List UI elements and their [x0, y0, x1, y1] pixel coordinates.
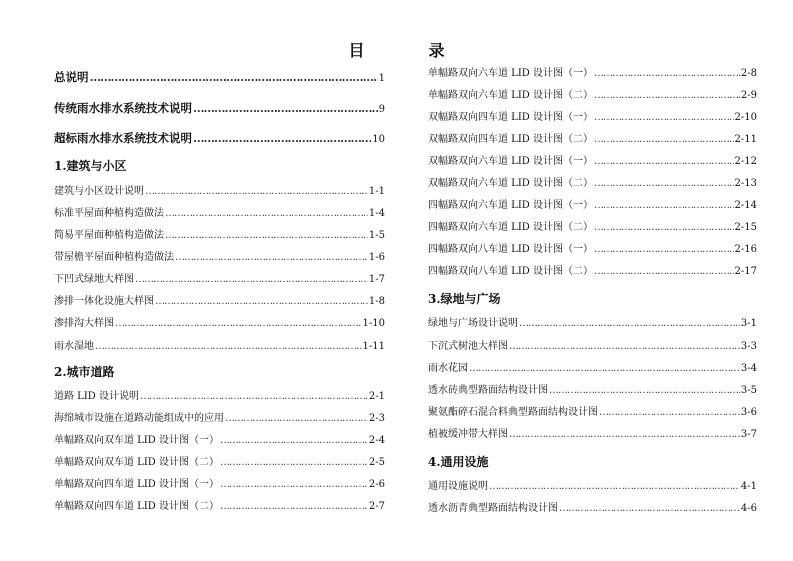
- toc-entry-title: 透水砖典型路面结构设计图: [428, 385, 548, 396]
- toc-entry[interactable]: [428, 221, 757, 235]
- toc-entry-title: 总说明: [54, 70, 89, 84]
- toc-entry[interactable]: [54, 101, 385, 117]
- toc-entry[interactable]: [54, 273, 385, 287]
- toc-leader: [559, 502, 740, 516]
- toc-entry-page: 1-7: [368, 274, 385, 285]
- toc-entry-page: 2-16: [734, 244, 757, 255]
- toc-entry-title: 单幅路双向双车道 LID 设计图（一）: [54, 435, 219, 446]
- toc-entry-title: 标准平屋面种植构造做法: [54, 208, 164, 219]
- toc-leader: [145, 185, 368, 199]
- toc-entry-title: 聚氨酯碎石混合料典型路面结构设计图: [428, 407, 598, 418]
- toc-entry-page: 4-6: [740, 503, 757, 514]
- toc-leader: [220, 478, 368, 492]
- toc-entry[interactable]: [428, 428, 757, 442]
- toc-entry-title: 四幅路双向八车道 LID 设计图（一）: [428, 244, 593, 255]
- toc-entry-title: 双幅路双向四车道 LID 设计图（一）: [428, 112, 593, 123]
- toc-entry-title: 渗排一体化设施大样图: [54, 296, 154, 307]
- toc-entry[interactable]: [428, 89, 757, 103]
- toc-entry[interactable]: [428, 317, 757, 331]
- toc-entry[interactable]: [428, 133, 757, 147]
- toc-entry[interactable]: [428, 362, 757, 376]
- toc-entry-page: 2-14: [734, 200, 757, 211]
- toc-entry[interactable]: [428, 177, 757, 191]
- toc-leader: [165, 207, 368, 221]
- toc-entry-page: 2-6: [368, 479, 385, 490]
- toc-entry[interactable]: [428, 340, 757, 354]
- toc-entry[interactable]: [54, 70, 385, 86]
- toc-entry[interactable]: [428, 243, 757, 257]
- toc-entry-page: 1-8: [368, 296, 385, 307]
- toc-entry[interactable]: [54, 340, 385, 354]
- toc-leader: [594, 221, 734, 235]
- toc-entry-title: 透水沥青典型路面结构设计图: [428, 503, 558, 514]
- toc-entry-title: 渗排沟大样图: [54, 318, 114, 329]
- toc-entry-page: 10: [372, 134, 385, 145]
- toc-entry-title: 单幅路双向四车道 LID 设计图（一）: [54, 479, 219, 490]
- toc-entry-page: 3-7: [740, 429, 757, 440]
- toc-entry[interactable]: [428, 384, 757, 398]
- toc-entry-page: 3-1: [740, 318, 757, 329]
- toc-leader: [193, 101, 378, 115]
- toc-entry-page: 3-4: [740, 363, 757, 374]
- toc-leader: [594, 89, 740, 103]
- toc-entry[interactable]: [428, 265, 757, 279]
- toc-leader: [594, 177, 734, 191]
- toc-entry-page: 2-12: [734, 156, 757, 167]
- toc-entry[interactable]: [54, 251, 385, 265]
- toc-entry[interactable]: [428, 480, 757, 494]
- toc-leader: [594, 155, 734, 169]
- toc-entry-page: 1-11: [362, 341, 385, 352]
- toc-entry[interactable]: [428, 67, 757, 81]
- toc-entry[interactable]: [54, 478, 385, 492]
- toc-leader: [225, 412, 368, 426]
- toc-entry-page: 1-5: [368, 230, 385, 241]
- toc-entry-title: 四幅路双向六车道 LID 设计图（二）: [428, 222, 593, 233]
- toc-entry-title: 单幅路双向四车道 LID 设计图（二）: [54, 501, 219, 512]
- toc-entry-page: 2-10: [734, 112, 757, 123]
- toc-leader: [165, 229, 368, 243]
- toc-entry-page: 1-1: [368, 186, 385, 197]
- toc-leader: [594, 243, 734, 257]
- toc-entry-page: 3-6: [740, 407, 757, 418]
- toc-entry-page: 1-10: [362, 318, 385, 329]
- toc-entry[interactable]: [54, 207, 385, 221]
- toc-entry[interactable]: [428, 502, 757, 516]
- toc-entry-page: 1-4: [368, 208, 385, 219]
- toc-entry-title: 海绵城市设施在道路动能组成中的应用: [54, 413, 224, 424]
- toc-entry[interactable]: [54, 131, 385, 147]
- toc-entry-page: 1: [378, 73, 385, 84]
- toc-leader: [489, 480, 740, 494]
- toc-entry-title: 雨水花园: [428, 363, 468, 374]
- toc-entry-title: 传统雨水排水系统技术说明: [54, 101, 192, 115]
- toc-entry-page: 2-9: [740, 90, 757, 101]
- toc-entry-page: 3-3: [740, 341, 757, 352]
- section-heading: 4.通用设施: [428, 455, 489, 469]
- toc-entry[interactable]: [54, 317, 385, 331]
- toc-entry-title: 建筑与小区设计说明: [54, 186, 144, 197]
- toc-leader: [594, 67, 740, 81]
- toc-entry-title: 简易平屋面种植构造做法: [54, 230, 164, 241]
- toc-entry[interactable]: [54, 185, 385, 199]
- toc-entry-title: 下凹式绿地大样图: [54, 274, 134, 285]
- toc-entry-title: 植被缓冲带大样图: [428, 429, 508, 440]
- toc-leader: [469, 362, 740, 376]
- toc-entry-title: 单幅路双向六车道 LID 设计图（二）: [428, 90, 593, 101]
- toc-leader: [175, 251, 368, 265]
- toc-entry-page: 2-1: [368, 391, 385, 402]
- page-title: 目 录: [348, 41, 469, 60]
- toc-entry-title: 超标雨水排水系统技术说明: [54, 131, 192, 145]
- toc-entry-title: 四幅路双向六车道 LID 设计图（一）: [428, 200, 593, 211]
- toc-leader: [220, 456, 368, 470]
- toc-leader: [594, 265, 734, 279]
- toc-leader: [193, 131, 371, 145]
- toc-leader: [220, 500, 368, 514]
- toc-entry-page: 2-3: [368, 413, 385, 424]
- toc-entry-page: 4-1: [740, 481, 757, 492]
- toc-entry-title: 双幅路双向四车道 LID 设计图（二）: [428, 134, 593, 145]
- toc-entry-title: 单幅路双向双车道 LID 设计图（二）: [54, 457, 219, 468]
- toc-entry[interactable]: [428, 199, 757, 213]
- toc-entry[interactable]: [428, 406, 757, 420]
- toc-leader: [140, 390, 368, 404]
- toc-entry-title: 道路 LID 设计说明: [54, 391, 139, 402]
- toc-leader: [509, 340, 740, 354]
- toc-entry-title: 雨水湿地: [54, 341, 94, 352]
- toc-entry[interactable]: [54, 229, 385, 243]
- toc-entry-title: 下沉式树池大样图: [428, 341, 508, 352]
- section-heading: 1.建筑与小区: [54, 159, 127, 173]
- toc-entry-page: 2-11: [734, 134, 757, 145]
- toc-leader: [599, 406, 740, 420]
- toc-leader: [115, 317, 362, 331]
- toc-entry-page: 2-7: [368, 501, 385, 512]
- toc-entry-page: 1-6: [368, 252, 385, 263]
- toc-entry-page: 2-5: [368, 457, 385, 468]
- toc-entry-title: 带屋檐平屋面种植构造做法: [54, 252, 174, 263]
- toc-leader: [594, 199, 734, 213]
- toc-leader: [135, 273, 368, 287]
- toc-leader: [155, 295, 368, 309]
- toc-entry-title: 单幅路双向六车道 LID 设计图（一）: [428, 68, 593, 79]
- toc-entry-page: 2-13: [734, 178, 757, 189]
- toc-leader: [549, 384, 740, 398]
- toc-entry[interactable]: [54, 434, 385, 448]
- toc-entry-page: 9: [378, 104, 385, 115]
- toc-entry[interactable]: [54, 295, 385, 309]
- toc-entry[interactable]: [54, 456, 385, 470]
- toc-entry-title: 四幅路双向八车道 LID 设计图（二）: [428, 266, 593, 277]
- toc-leader: [95, 340, 362, 354]
- toc-entry-page: 2-15: [734, 222, 757, 233]
- section-heading: 2.城市道路: [54, 365, 115, 379]
- toc-entry-title: 双幅路双向六车道 LID 设计图（一）: [428, 156, 593, 167]
- toc-leader: [90, 70, 378, 84]
- toc-entry-page: 2-4: [368, 435, 385, 446]
- toc-entry-page: 2-8: [740, 68, 757, 79]
- toc-entry[interactable]: [54, 390, 385, 404]
- toc-leader: [509, 428, 740, 442]
- toc-leader: [594, 111, 734, 125]
- toc-entry-title: 绿地与广场设计说明: [428, 318, 518, 329]
- toc-leader: [220, 434, 368, 448]
- toc-entry[interactable]: [54, 500, 385, 514]
- toc-leader: [519, 317, 740, 331]
- toc-entry-title: 通用设施说明: [428, 481, 488, 492]
- toc-entry[interactable]: [54, 412, 385, 426]
- section-heading: 3.绿地与广场: [428, 292, 501, 306]
- toc-entry-page: 2-17: [734, 266, 757, 277]
- toc-entry-page: 3-5: [740, 385, 757, 396]
- toc-entry-title: 双幅路双向六车道 LID 设计图（二）: [428, 178, 593, 189]
- toc-entry[interactable]: [428, 111, 757, 125]
- toc-leader: [594, 133, 734, 147]
- toc-entry[interactable]: [428, 155, 757, 169]
